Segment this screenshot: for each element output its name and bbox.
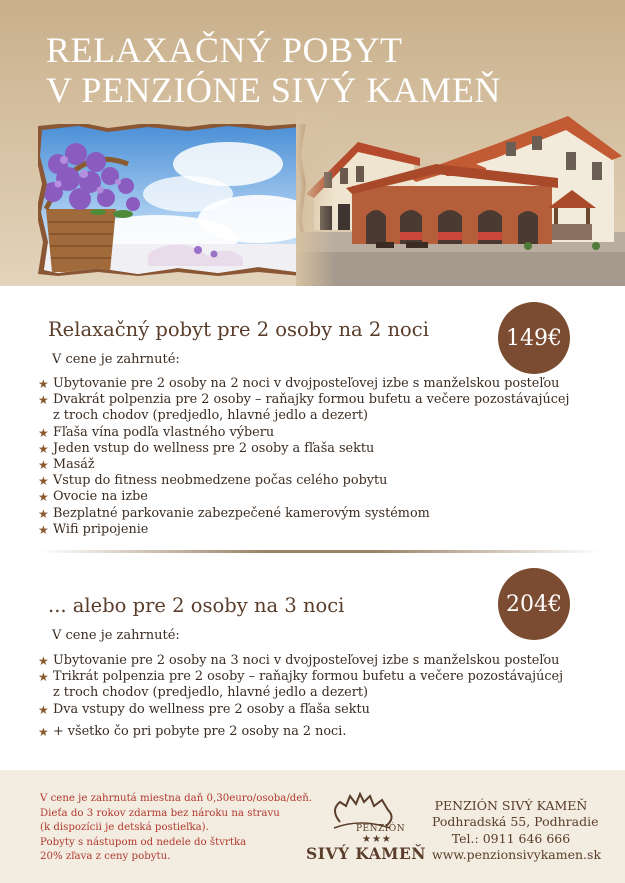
contact-name: PENZIÓN SIVÝ KAMEŇ — [434, 798, 588, 813]
star-icon: ★ — [38, 474, 49, 489]
offer-1-item-list — [38, 376, 598, 538]
offer-2-item-list — [38, 653, 598, 740]
list-item: ★ Trikrát polpenzia pre 2 osoby – raňajky formou bufetu a večere pozostávajúcej — [38, 669, 564, 685]
list-item: ★ Wifi pripojenie — [38, 521, 149, 537]
offer-2-price-badge: 204€ — [498, 568, 570, 640]
logo-stars: ★★★ — [362, 834, 392, 845]
list-item-continuation: z troch chodov (predjedlo, hlavné jedlo a dezert) — [53, 408, 368, 424]
list-item: ★ Masáž — [38, 457, 95, 473]
list-item: ★ Ubytovanie pre 2 osoby na 2 noci v dvojposteľovej izbe s manželskou posteľou — [38, 376, 560, 391]
star-icon: ★ — [38, 724, 49, 739]
footer-notes: V cene je zahrnutá miestna daň 0,30euro/osoba/deň. Dieťa do 3 rokov zdarma bez nároku na stravu (k dispozícii je detská postieľka). Pobyty s nástupom od nedele do štvrtka 20% zľava z ceny pobytu. — [40, 793, 313, 863]
list-item-continuation: z troch chodov (predjedlo, hlavné jedlo a dezert) — [53, 685, 368, 701]
page-title — [46, 30, 501, 110]
list-item: ★ Dva vstupy do wellness pre 2 osoby a fľaša sektu — [38, 701, 370, 717]
offer-1-included-label: V cene je zahrnuté: — [52, 352, 180, 367]
contact-address: Podhradská 55, Podhradie — [432, 814, 599, 830]
title-line-1: RELAXAČNÝ POBYT — [46, 30, 403, 70]
footer — [0, 770, 625, 883]
star-icon: ★ — [38, 425, 49, 440]
header-banner — [0, 0, 625, 286]
star-icon: ★ — [38, 490, 49, 505]
contact-web-link[interactable]: www.penzionsivykamen.sk — [432, 847, 602, 863]
offer-2-title: ... alebo pre 2 osoby na 3 noci — [48, 594, 345, 617]
logo-text-small: PENZIÓN — [356, 824, 406, 834]
list-item: ★ Ovocie na izbe — [38, 489, 148, 505]
offer-2-included-label: V cene je zahrnuté: — [52, 628, 180, 643]
list-item: ★ Ubytovanie pre 2 osoby na 3 noci v dvojposteľovej izbe s manželskou posteľou — [38, 653, 560, 668]
star-icon: ★ — [38, 654, 49, 668]
list-item: ★ Bezplatné parkovanie zabezpečené kamerovým systémom — [38, 505, 430, 521]
section-divider — [40, 550, 600, 553]
title-line-2: V PENZIÓNE SIVÝ KAMEŇ — [46, 70, 501, 110]
list-item: ★ Vstup do fitness neobmedzene počas celého pobytu — [38, 473, 388, 489]
contact-phone: Tel.: 0911 646 666 — [451, 830, 571, 846]
offer-1-title: Relaxačný pobyt pre 2 osoby na 2 noci — [48, 318, 429, 341]
star-icon: ★ — [38, 458, 49, 473]
logo-text-big: SIVÝ KAMEŇ — [306, 844, 426, 863]
contact-block — [432, 798, 602, 864]
list-item: ★ Jeden vstup do wellness pre 2 osoby a fľaša sektu — [38, 440, 375, 456]
star-icon: ★ — [38, 441, 49, 456]
star-icon: ★ — [38, 670, 49, 685]
star-icon: ★ — [38, 506, 49, 521]
star-icon: ★ — [38, 702, 49, 717]
list-item-extra: ★ + všetko čo pri pobyte pre 2 osoby na 2 noci. — [38, 723, 347, 739]
list-item: ★ Fľaša vína podľa vlastného výberu — [38, 424, 275, 440]
star-icon: ★ — [38, 377, 49, 391]
star-icon: ★ — [38, 393, 49, 408]
list-item: ★ Dvakrát polpenzia pre 2 osoby – raňajky formou bufetu a večere pozostávajúcej — [38, 392, 570, 408]
star-icon: ★ — [38, 522, 49, 537]
offer-1-price-badge: 149€ — [498, 302, 570, 374]
pension-building-photo — [296, 112, 625, 286]
flower-basket-photo — [38, 124, 306, 276]
